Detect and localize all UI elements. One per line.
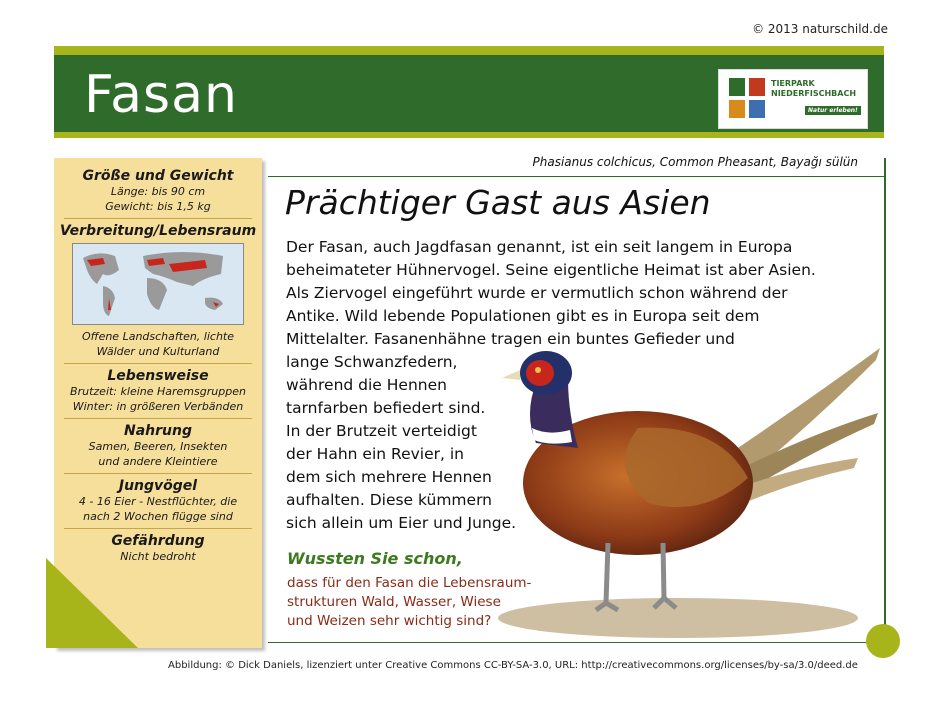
did-you-know-title: Wussten Sie schon, xyxy=(287,549,463,568)
species-names: Phasianus colchicus, Common Pheasant, Bayağı sülün xyxy=(532,155,858,169)
divider xyxy=(64,218,252,219)
body-line: der Hahn ein Revier, in xyxy=(286,445,464,463)
range-line2: Wälder und Kulturland xyxy=(96,345,220,358)
frame-line-top xyxy=(268,176,886,177)
body-line: sich allein um Eier und Junge. xyxy=(286,514,517,532)
page-title: Fasan xyxy=(84,65,238,125)
life-line2: Winter: in größeren Verbänden xyxy=(72,400,244,413)
threat-line1: Nicht bedroht xyxy=(120,550,196,563)
logo-text: TIERPARK NIEDERFISCHBACH xyxy=(771,79,857,98)
young-line1: 4 - 16 Eier - Nestflüchter, die xyxy=(78,495,238,508)
body-line: Der Fasan, auch Jagdfasan genannt, ist ein seit langem in Europa xyxy=(286,238,793,256)
body-line: während die Hennen xyxy=(286,376,447,394)
logo-tagline: Natur erleben! xyxy=(805,106,861,115)
body-line: tarnfarben befiedert sind. xyxy=(286,399,486,417)
size-weight: Gewicht: bis 1,5 kg xyxy=(105,200,211,213)
body-line: Als Ziervogel eingeführt wurde er vermutlich schon während der xyxy=(286,284,788,302)
range-title: Verbreitung/Lebensraum xyxy=(59,223,257,239)
image-credit: Abbildung: © Dick Daniels, lizenziert unter Creative Commons CC-BY-SA-3.0, URL: http://creativecommons.org/licenses/by-sa/3.0/deed.de xyxy=(168,660,858,671)
pheasant-illustration xyxy=(488,318,883,643)
body-line: In der Brutzeit verteidigt xyxy=(286,422,477,440)
distribution-map xyxy=(72,243,244,325)
body-line: aufhalten. Diese kümmern xyxy=(286,491,492,509)
young-line2: nach 2 Wochen flügge sind xyxy=(83,510,233,523)
did-you-know-line: strukturen Wald, Wasser, Wiese xyxy=(287,594,501,610)
did-you-know-line: und Weizen sehr wichtig sind? xyxy=(287,613,492,629)
title-banner xyxy=(54,46,884,138)
life-line1: Brutzeit: kleine Haremsgruppen xyxy=(70,385,246,398)
corner-triangle xyxy=(46,558,138,648)
divider xyxy=(64,528,252,529)
young-title: Jungvögel xyxy=(118,478,198,494)
divider xyxy=(64,418,252,419)
divider xyxy=(64,473,252,474)
did-you-know-line: dass für den Fasan die Lebensraum- xyxy=(287,575,532,591)
food-line1: Samen, Beeren, Insekten xyxy=(88,440,228,453)
body-line: dem sich mehrere Hennen xyxy=(286,468,492,486)
food-line2: und andere Kleintiere xyxy=(98,455,218,468)
logo-icons xyxy=(729,78,767,120)
frame-line-right xyxy=(884,158,886,644)
range-line1: Offene Landschaften, lichte xyxy=(81,330,235,343)
divider xyxy=(64,363,252,364)
threat-title: Gefährdung xyxy=(111,533,205,549)
headline: Prächtiger Gast aus Asien xyxy=(285,183,711,222)
size-title: Größe und Gewicht xyxy=(82,168,234,184)
body-line: beheimateter Hühnervogel. Seine eigentliche Heimat ist aber Asien. xyxy=(286,261,816,279)
body-line: lange Schwanzfedern, xyxy=(286,353,458,371)
body-line: Mittelalter. Fasanenhähne tragen ein buntes Gefieder und xyxy=(286,330,735,348)
tierpark-logo xyxy=(718,69,868,129)
life-title: Lebensweise xyxy=(107,368,209,384)
food-title: Nahrung xyxy=(124,423,192,439)
size-length: Länge: bis 90 cm xyxy=(110,185,206,198)
body-line: Antike. Wild lebende Populationen gibt es in Europa seit dem xyxy=(286,307,760,325)
copyright: © 2013 naturschild.de xyxy=(752,22,888,36)
